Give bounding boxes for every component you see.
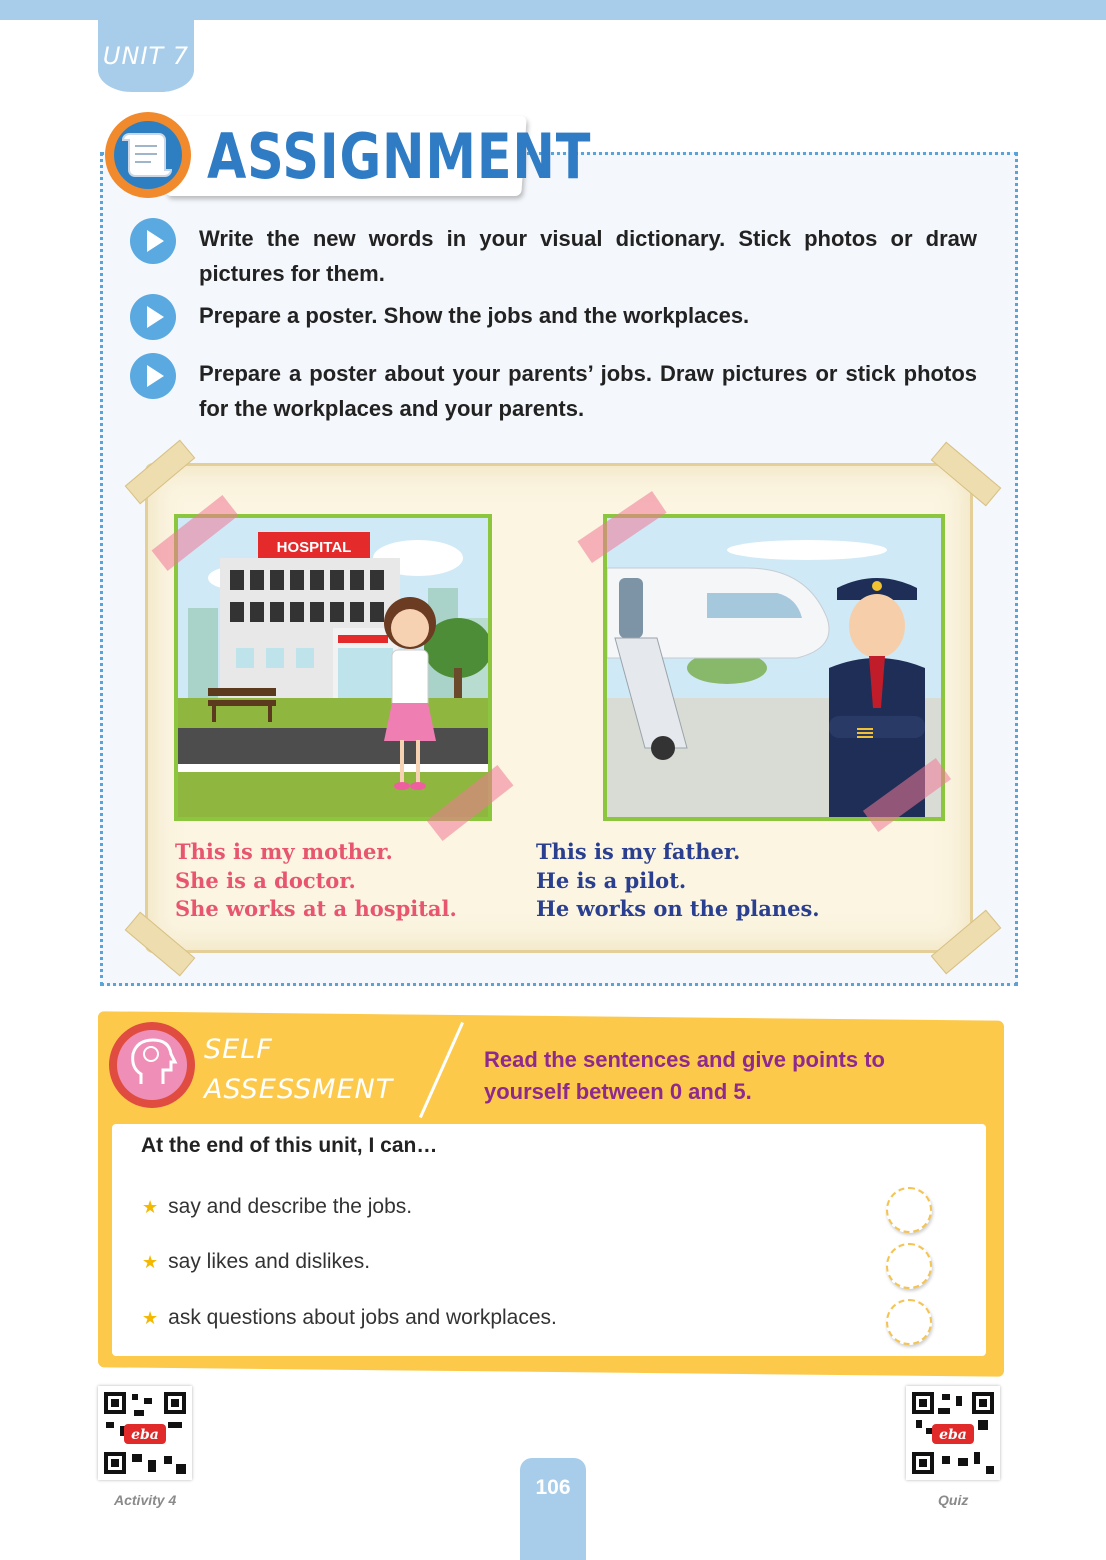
- qr-code-activity[interactable]: [98, 1386, 192, 1480]
- play-bullet-icon: [130, 353, 176, 399]
- qr-label-activity: Activity 4: [114, 1492, 177, 1508]
- eba-badge: eba: [939, 1427, 967, 1443]
- unit-label: UNIT 7: [102, 42, 190, 70]
- eba-badge: eba: [131, 1427, 159, 1443]
- can-do-heading: At the end of this unit, I can…: [141, 1134, 438, 1157]
- top-bar: [0, 0, 1106, 20]
- qr-code-icon: [906, 1386, 1000, 1480]
- scroll-icon: [105, 112, 191, 198]
- can-do-item: ★ say and describe the jobs.: [142, 1195, 413, 1218]
- qr-code-quiz[interactable]: [906, 1386, 1000, 1480]
- assignment-title: ASSIGNMENT: [207, 120, 592, 193]
- page-number-tab: [520, 1458, 586, 1560]
- star-icon: ★: [142, 1197, 159, 1217]
- father-caption: This is my father. He is a pilot. He works on the planes.: [536, 839, 820, 921]
- mother-caption: This is my mother. She is a doctor. She works at a hospital.: [175, 839, 457, 921]
- play-bullet-icon: [130, 294, 176, 340]
- hospital-sign: HOSPITAL: [276, 539, 352, 556]
- star-icon: ★: [142, 1252, 159, 1272]
- score-circle[interactable]: [886, 1243, 932, 1289]
- pilot-scene-illustration: [607, 518, 941, 817]
- brain-head-icon: [109, 1022, 195, 1108]
- qr-code-icon: [98, 1386, 192, 1480]
- task-item: Write the new words in your visual dictionary. Stick photos or draw pictures for them.: [199, 226, 977, 286]
- task-item: Prepare a poster. Show the jobs and the workplaces.: [199, 303, 750, 328]
- hospital-doctor-picture: [174, 514, 492, 821]
- page-number: 106: [535, 1476, 571, 1499]
- score-circle[interactable]: [886, 1299, 932, 1345]
- self-assessment-instruction: Read the sentences and give points to yourself between 0 and 5.: [484, 1047, 885, 1104]
- score-circle[interactable]: [886, 1187, 932, 1233]
- can-do-item: ★ say likes and dislikes.: [142, 1250, 371, 1273]
- self-assessment-title: SELF ASSESSMENT: [204, 1034, 394, 1105]
- hospital-scene-illustration: [178, 518, 488, 817]
- task-item: Prepare a poster about your parents’ jobs. Draw pictures or stick photos for the workplaces and your parents.: [199, 361, 977, 421]
- unit-tab: [98, 20, 194, 92]
- qr-label-quiz: Quiz: [938, 1492, 969, 1508]
- play-bullet-icon: [130, 218, 176, 264]
- pilot-airplane-picture: [603, 514, 945, 821]
- star-icon: ★: [142, 1308, 159, 1328]
- can-do-item: ★ ask questions about jobs and workplaces.: [142, 1306, 557, 1329]
